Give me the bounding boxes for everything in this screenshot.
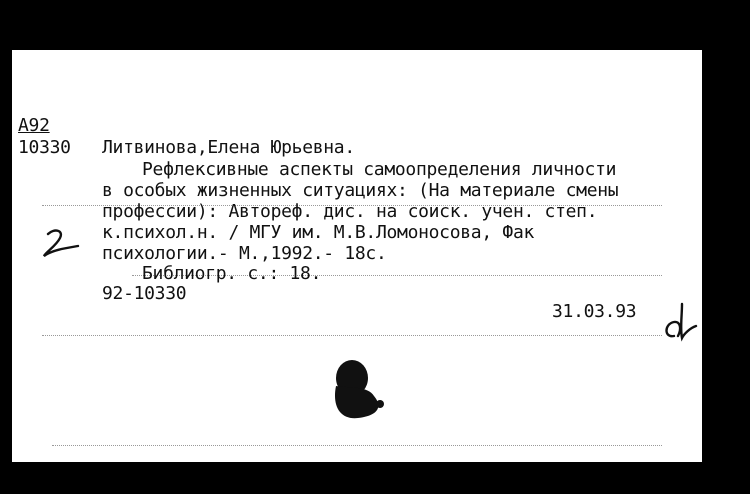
bibliography-note: Библиогр. с.: 18. (142, 263, 322, 284)
title-line-4: к.психол.н. / МГУ им. М.В.Ломоносова, Фак (102, 222, 535, 243)
call-number: 10330 (18, 137, 71, 158)
shelf-code: А92 (18, 115, 50, 136)
ink-stamp-blot (330, 356, 390, 422)
title-line-1: Рефлексивные аспекты самоопределения личности (142, 159, 617, 180)
dotted-line (42, 335, 662, 336)
date: 31.03.93 (552, 301, 637, 322)
signature-icon (660, 298, 700, 344)
author: Литвинова,Елена Юрьевна. (102, 137, 355, 158)
dotted-line (52, 445, 662, 446)
title-line-2: в особых жизненных ситуациях: (На материале смены (102, 180, 619, 201)
accession-number: 92-10330 (102, 283, 187, 304)
handwritten-mark-icon (38, 226, 82, 262)
title-line-5: психологии.- М.,1992.- 18с. (102, 243, 387, 264)
title-line-3: профессии): Автореф. дис. на соиск. учен. степ. (102, 201, 598, 222)
catalog-card (12, 50, 702, 462)
